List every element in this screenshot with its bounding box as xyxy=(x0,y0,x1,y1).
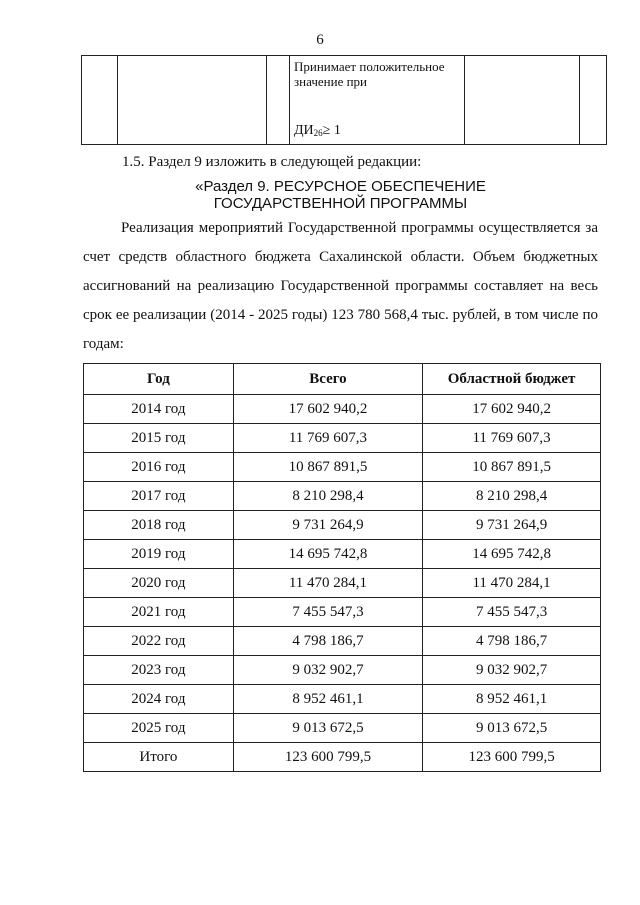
regional-cell: 11 769 607,3 xyxy=(423,424,601,453)
regional-cell: 10 867 891,5 xyxy=(423,453,601,482)
table-row xyxy=(84,395,601,424)
year-cell: 2019 год xyxy=(84,540,234,569)
total-cell: 11 470 284,1 xyxy=(233,569,422,598)
table-header-row xyxy=(84,364,601,395)
year-cell: 2023 год xyxy=(84,656,234,685)
section-heading xyxy=(83,178,598,212)
year-cell: 2022 год xyxy=(84,627,234,656)
formula-main: ДИ xyxy=(294,123,314,138)
regional-cell: 8 952 461,1 xyxy=(423,685,601,714)
criterion-text: Принимает положительное значение при xyxy=(294,59,445,89)
year-cell: 2016 год xyxy=(84,453,234,482)
regional-cell: 4 798 186,7 xyxy=(423,627,601,656)
formula-rest: ≥ 1 xyxy=(322,123,341,138)
total-cell: 9 032 902,7 xyxy=(233,656,422,685)
total-label-cell: Итого xyxy=(84,743,234,772)
total-cell: 9 013 672,5 xyxy=(233,714,422,743)
body-text: Реализация мероприятий Государственной программы осуществляется за счет средств областного бюджета Сахалинской области. Объем бюджетных ассигнований на реализацию Государственной программы составляет на весь срок ее реализации (2014 - 2025 годы) 123 780 568,4 тыс. рублей, в том числе по годам: xyxy=(83,220,598,352)
body-paragraph xyxy=(83,214,598,359)
funding-table xyxy=(83,363,601,772)
header-year: Год xyxy=(84,364,234,395)
section-heading-line2: ГОСУДАРСТВЕННОЙ ПРОГРАММЫ xyxy=(213,195,468,212)
year-cell: 2021 год xyxy=(84,598,234,627)
total-cell: 4 798 186,7 xyxy=(233,627,422,656)
header-regional-budget: Областной бюджет xyxy=(423,364,601,395)
regional-cell: 14 695 742,8 xyxy=(423,540,601,569)
empty-cell xyxy=(118,56,267,145)
year-cell: 2020 год xyxy=(84,569,234,598)
regional-cell: 9 013 672,5 xyxy=(423,714,601,743)
regional-cell: 11 470 284,1 xyxy=(423,569,601,598)
formula-subscript: 26 xyxy=(313,128,323,138)
table-row xyxy=(84,627,601,656)
table-row xyxy=(84,511,601,540)
table-row xyxy=(84,424,601,453)
header-total: Всего xyxy=(233,364,422,395)
empty-cell xyxy=(580,56,607,145)
empty-cell xyxy=(82,56,118,145)
table-row xyxy=(84,685,601,714)
regional-cell: 123 600 799,5 xyxy=(423,743,601,772)
year-cell: 2017 год xyxy=(84,482,234,511)
criteria-table-fragment xyxy=(81,55,607,145)
total-cell: 14 695 742,8 xyxy=(233,540,422,569)
total-cell: 7 455 547,3 xyxy=(233,598,422,627)
criterion-formula xyxy=(290,120,464,144)
amendment-item: 1.5. Раздел 9 изложить в следующей редакции: xyxy=(122,154,422,170)
total-row xyxy=(84,743,601,772)
page-number: 6 xyxy=(316,32,324,48)
total-cell: 8 210 298,4 xyxy=(233,482,422,511)
criterion-cell xyxy=(290,56,465,145)
total-cell: 10 867 891,5 xyxy=(233,453,422,482)
empty-cell xyxy=(267,56,290,145)
year-cell: 2014 год xyxy=(84,395,234,424)
table-row xyxy=(84,540,601,569)
total-cell: 9 731 264,9 xyxy=(233,511,422,540)
total-cell: 17 602 940,2 xyxy=(233,395,422,424)
total-cell: 8 952 461,1 xyxy=(233,685,422,714)
table-row xyxy=(84,482,601,511)
section-heading-line1: «Раздел 9. РЕСУРСНОЕ ОБЕСПЕЧЕНИЕ xyxy=(195,178,486,195)
table-row xyxy=(84,453,601,482)
year-cell: 2018 год xyxy=(84,511,234,540)
table-row xyxy=(84,714,601,743)
total-cell: 11 769 607,3 xyxy=(233,424,422,453)
total-cell: 123 600 799,5 xyxy=(233,743,422,772)
regional-cell: 9 032 902,7 xyxy=(423,656,601,685)
year-cell: 2015 год xyxy=(84,424,234,453)
regional-cell: 9 731 264,9 xyxy=(423,511,601,540)
regional-cell: 7 455 547,3 xyxy=(423,598,601,627)
table-row xyxy=(84,656,601,685)
empty-cell xyxy=(465,56,580,145)
year-cell: 2025 год xyxy=(84,714,234,743)
regional-cell: 17 602 940,2 xyxy=(423,395,601,424)
table-row xyxy=(84,598,601,627)
table-row xyxy=(84,569,601,598)
regional-cell: 8 210 298,4 xyxy=(423,482,601,511)
year-cell: 2024 год xyxy=(84,685,234,714)
